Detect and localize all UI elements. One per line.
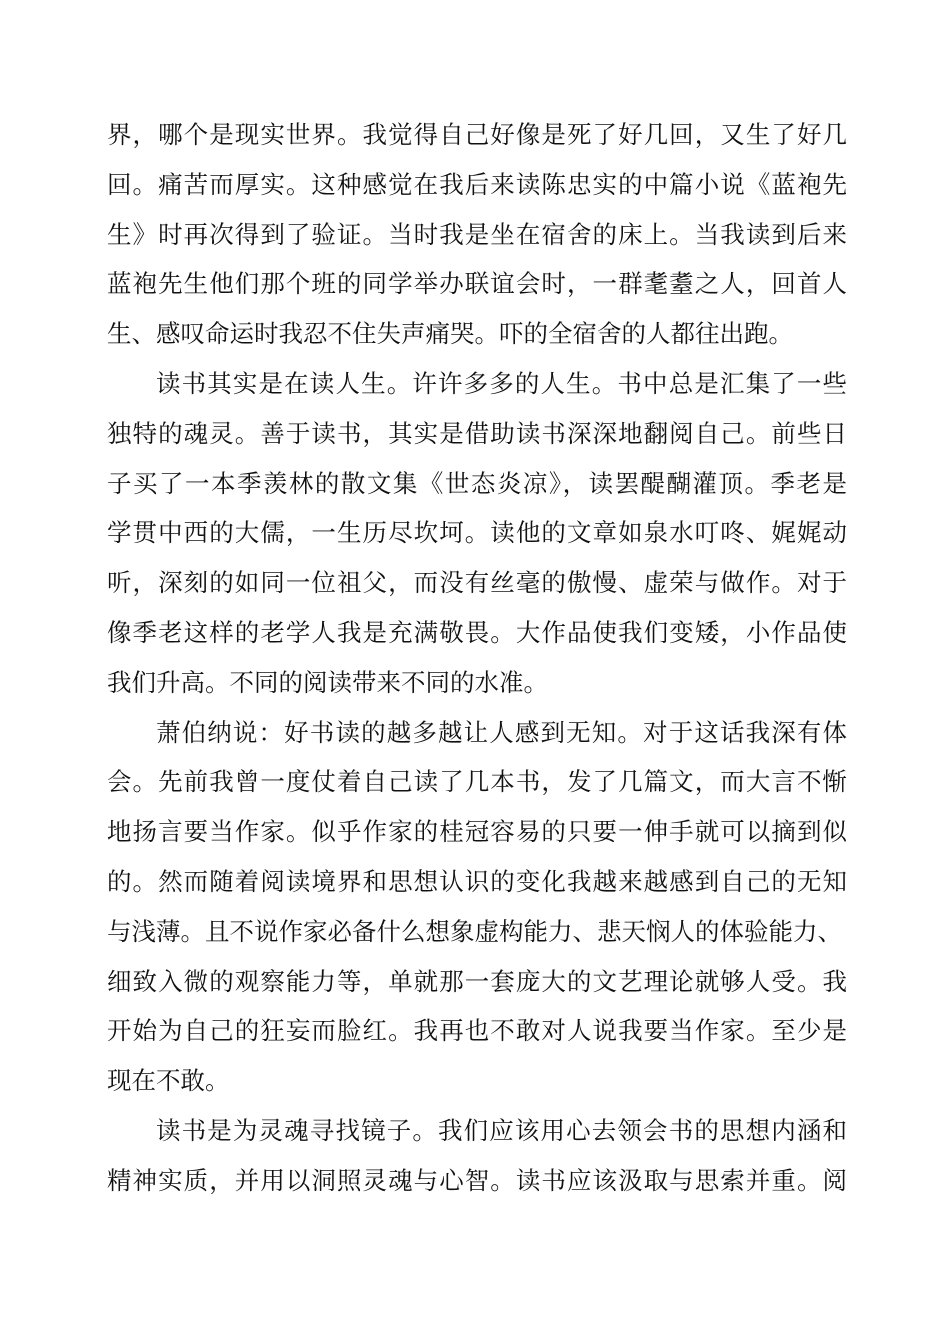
text-line: 回。痛苦而厚实。这种感觉在我后来读陈忠实的中篇小说《蓝袍先 (107, 169, 847, 199)
text-line: 会。先前我曾一度仗着自己读了几本书，发了几篇文，而大言不惭 (107, 767, 847, 797)
text-line: 与浅薄。且不说作家必备什么想象虚构能力、悲天悯人的体验能力、 (107, 916, 842, 946)
text-line: 蓝袍先生他们那个班的同学举办联谊会时，一群耄耋之人，回首人 (107, 269, 847, 299)
text-line: 萧伯纳说：好书读的越多越让人感到无知。对于这话我深有体 (156, 717, 847, 747)
text-line: 精神实质，并用以洞照灵魂与心智。读书应该汲取与思索并重。阅 (107, 1165, 847, 1195)
text-line: 读书是为灵魂寻找镜子。我们应该用心去领会书的思想内涵和 (156, 1115, 847, 1145)
text-line: 的。然而随着阅读境界和思想认识的变化我越来越感到自己的无知 (107, 866, 847, 896)
text-line: 生》时再次得到了验证。当时我是坐在宿舍的床上。当我读到后来 (107, 219, 847, 249)
text-line: 独特的魂灵。善于读书，其实是借助读书深深地翻阅自己。前些日 (107, 418, 847, 448)
text-line: 我们升高。不同的阅读带来不同的水准。 (107, 667, 548, 697)
text-line: 像季老这样的老学人我是充满敬畏。大作品使我们变矮，小作品使 (107, 617, 847, 647)
text-line: 现在不敢。 (107, 1066, 230, 1096)
text-line: 地扬言要当作家。似乎作家的桂冠容易的只要一伸手就可以摘到似 (107, 817, 847, 847)
text-line: 学贯中西的大儒，一生历尽坎坷。读他的文章如泉水叮咚、娓娓动 (107, 518, 847, 548)
text-line: 子买了一本季羡林的散文集《世态炎凉》，读罢醍醐灌顶。季老是 (107, 468, 847, 498)
text-line: 细致入微的观察能力等，单就那一套庞大的文艺理论就够人受。我 (107, 966, 847, 996)
text-line: 开始为自己的狂妄而脸红。我再也不敢对人说我要当作家。至少是 (107, 1016, 847, 1046)
text-line: 听，深刻的如同一位祖父，而没有丝毫的傲慢、虚荣与做作。对于 (107, 568, 847, 598)
text-line: 生、感叹命运时我忍不住失声痛哭。吓的全宿舍的人都往出跑。 (107, 319, 793, 349)
text-line: 读书其实是在读人生。许许多多的人生。书中总是汇集了一些 (156, 368, 847, 398)
text-line: 界，哪个是现实世界。我觉得自己好像是死了好几回，又生了好几 (107, 120, 847, 149)
body-text (107, 110, 847, 1206)
